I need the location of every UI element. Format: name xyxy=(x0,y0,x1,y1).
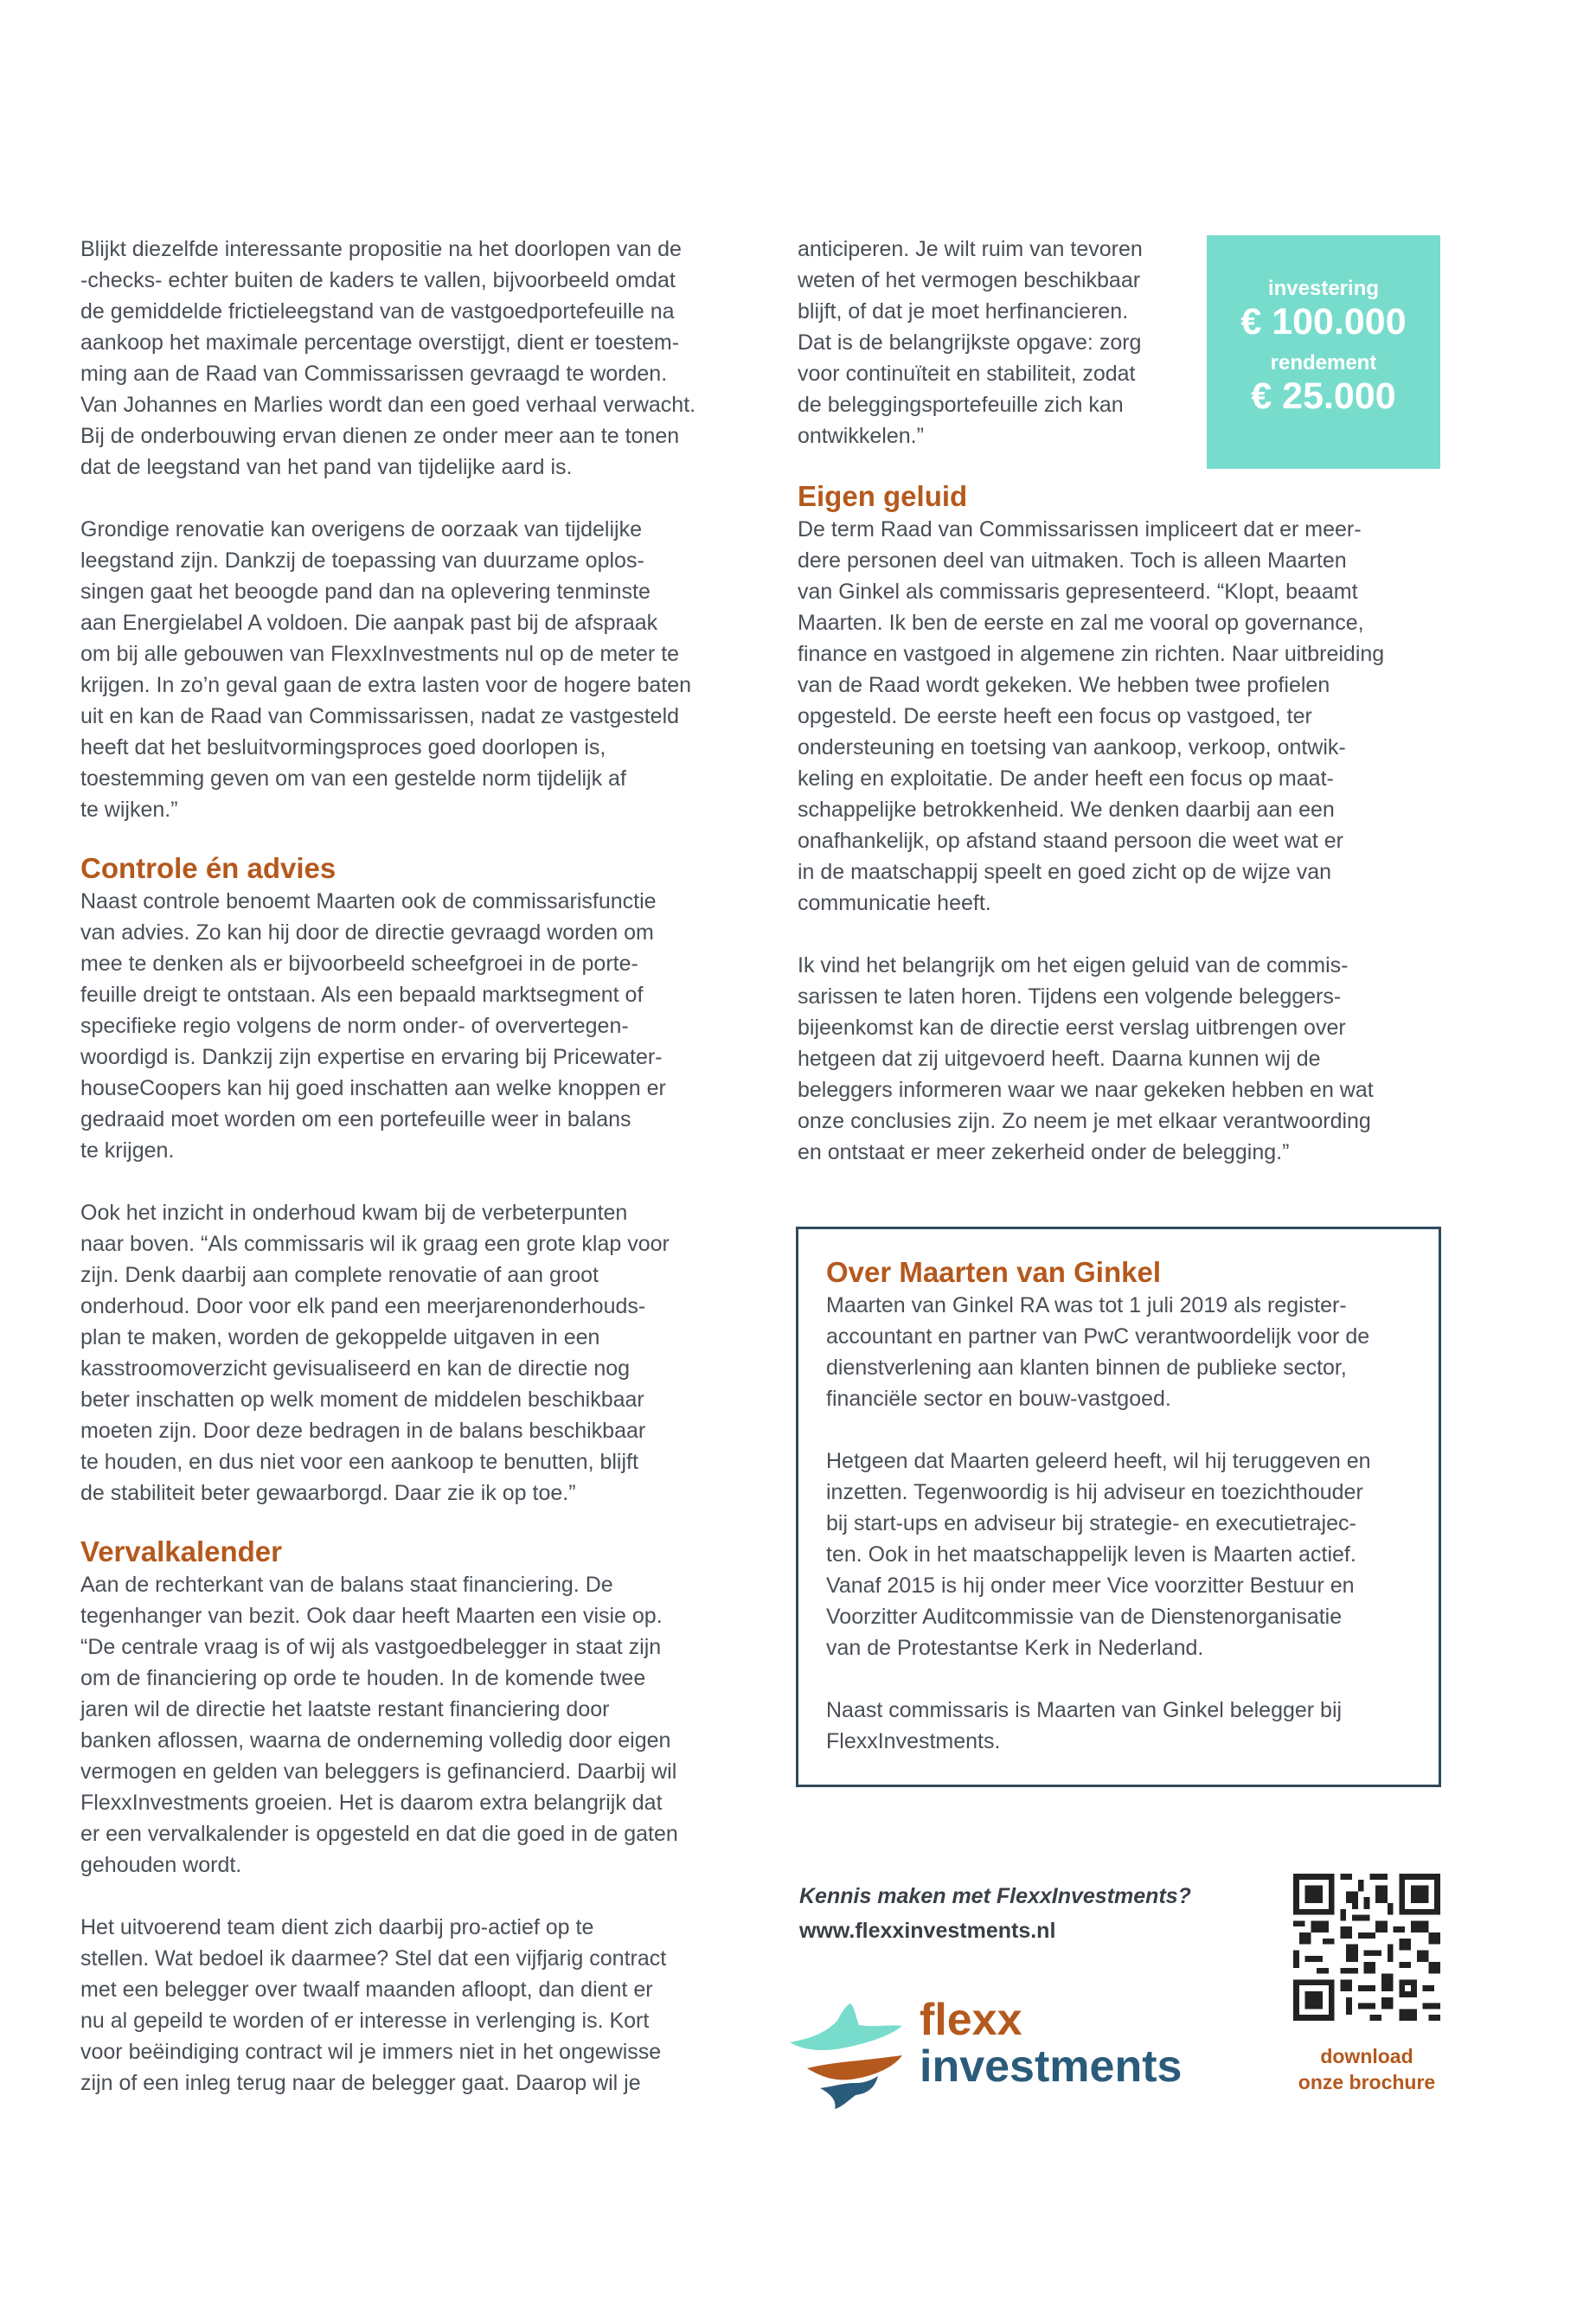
left-paragraph-2: Grondige renovatie kan overigens de oorzaak van tijdelijke leegstand zijn. Dankzij de toepassing van duurzame oplos- singen gaat het beoogde pand dan na oplevering tenminste aan Energielabel A voldoen. Die aanpak past bij de afspraak om bij alle gebouwen van FlexxInvestments nul op de meter te krijgen. In zo’n geval gaan de extra lasten voor de hogere baten uit en kan de Raad van Commissarissen, nadat ze vastgesteld heeft dat het besluitvormingsproces goed doorlopen is, toestemming geven om van een gestelde norm tijdelijk af te wijken.” xyxy=(80,517,692,822)
about-box xyxy=(796,1227,1441,1787)
right-column-top xyxy=(798,234,1187,452)
right-paragraph-1: De term Raad van Commissarissen impliceert dat er meer- dere personen deel van uitmaken. Toch is alleen Maarten van Ginkel als commissaris gepresenteerd. “Klopt, beaamt Maarten. Ik ben de eerste en zal me vooral op governance, finance en vastgoed in algemene zin richten. Naar uitbreiding van de Raad wordt gekeken. We hebben twee profielen opgesteld. De eerste heeft een focus op vastgoed, ter ondersteuning en toetsing van aankoop, verkoop, ontwik- keling en exploitatie. De ander heeft een focus op maat- schappelijke betrokkenheid. We denken daarbij aan een onafhankelijk, op afstand staand persoon die weet wat er in de maatschappij speelt en goed zicht op de wijze van communicatie heeft. xyxy=(798,517,1385,915)
download-brochure-label[interactable] xyxy=(1272,2043,1462,2095)
investment-box xyxy=(1207,235,1440,469)
website-link[interactable]: www.flexxinvestments.nl xyxy=(799,1919,1056,1943)
left-paragraph-5: Aan de rechterkant van de balans staat financiering. De tegenhanger van bezit. Ook daar heeft Maarten een visie op. “De centrale vraag is of wij als vastgoedbelegger in staat zijn om de financiering op orde te houden. In de komende twee jaren wil de directie het laatste restant financiering door banken aflossen, waarna de onderneming volledig door eigen vermogen en gelden van beleggers is gefinancierd. Daarbij wil FlexxInvestments groeien. Het is daarom extra belangrijk dat er een vervalkalender is opgesteld en dat die goed in de gaten gehouden wordt. xyxy=(80,1573,678,1877)
right-column xyxy=(798,479,1433,1168)
return-label: rendement xyxy=(1270,351,1377,375)
left-column xyxy=(80,234,755,2099)
flexx-logo-wordmark xyxy=(920,1997,1182,2090)
heading-controle-en-advies: Controle én advies xyxy=(80,852,337,884)
left-paragraph-1: Blijkt diezelfde interessante propositie na het doorlopen van de -checks- echter buiten de kaders te vallen, bijvoorbeeld omdat de gemiddelde frictieleegstand van de vastgoedportefeuille na aankoop het maximale percentage overstijgt, dient er toestem- ming aan de Raad van Commissarissen gevraagd te worden. Van Johannes en Marlies wordt dan een goed verhaal verwacht. Bij de onderbouwing ervan dienen ze onder meer aan te tonen dat de leegstand van het pand van tijdelijke aard is. xyxy=(80,237,696,479)
investment-amount: € 100.000 xyxy=(1240,301,1407,343)
logo-word-investments: investments xyxy=(920,2041,1183,2092)
cta-text: Kennis maken met FlexxInvestments? xyxy=(799,1884,1191,1908)
call-to-action xyxy=(799,1879,1191,1948)
about-title: Over Maarten van Ginkel xyxy=(826,1256,1161,1288)
investment-label: investering xyxy=(1267,277,1380,300)
heading-eigen-geluid: Eigen geluid xyxy=(798,480,968,512)
about-paragraph-3: Naast commissaris is Maarten van Ginkel belegger bij FlexxInvestments. xyxy=(826,1698,1343,1753)
left-paragraph-6: Het uitvoerend team dient zich daarbij pro-actief op te stellen. Wat bedoel ik daarmee? Stel dat een vijfjarig contract met een belegger over twaalf maanden afloopt, dan dient er nu al gepeild te worden of er interesse in verlenging is. Kort voor beëindiging contract wil je immers niet in het ongewisse zijn of een inleg terug naar de belegger gaat. Daarop wil je xyxy=(80,1915,667,2095)
about-paragraph-1: Maarten van Ginkel RA was tot 1 juli 2019 als register- accountant en partner van PwC verantwoordelijk voor de dienstverlening aan klanten binnen de publieke sector, financiële sector en bouw-vastgoed. xyxy=(826,1293,1370,1411)
right-paragraph-top: anticiperen. Je wilt ruim van tevoren weten of het vermogen beschikbaar blijft, of dat je moet herfinancieren. Dat is de belangrijkste opgave: zorg voor continuïteit en stabiliteit, zodat de beleggingsportefeuille zich kan ontwikkelen.” xyxy=(798,237,1143,448)
about-paragraph-2: Hetgeen dat Maarten geleerd heeft, wil hij teruggeven en inzetten. Tegenwoordig is hij adviseur en toezichthouder bij start-ups en adviseur bij strategie- en executietrajec- ten. Ook in het maatschappelijk leven is Maarten actief. Vanaf 2015 is hij onder meer Vice voorzitter Bestuur en Voorzitter Auditcommissie van de Dienstenorganisatie van de Protestantse Kerk in Nederland. xyxy=(826,1449,1371,1660)
right-paragraph-2: Ik vind het belangrijk om het eigen geluid van de commis- sarissen te laten horen. Tijdens een volgende beleggers- bijeenkomst kan de directie eerst verslag uitbrengen over hetgeen dat zij uitgevoerd heeft. Daarna kunnen wij de beleggers informeren waar we naar gekeken hebben en wat onze conclusies zijn. Zo neem je met elkaar verantwoording en ontstaat er meer zekerheid onder de belegging.” xyxy=(798,953,1374,1164)
return-amount: € 25.000 xyxy=(1251,375,1396,417)
left-paragraph-4: Ook het inzicht in onderhoud kwam bij de verbeterpunten naar boven. “Als commissaris wil ik graag een grote klap voor zijn. Denk daarbij aan complete renovatie of aan groot onderhoud. Door voor elk pand een meerjarenonderhouds- plan te maken, worden de gekoppelde uitgaven in een kasstroomoverzicht gevisualiseerd en kan de directie nog beter inschatten op welk moment de middelen beschikbaar moeten zijn. Door deze bedragen in de balans beschikbaar te houden, en dus niet voor een aankoop te benutten, blijft de stabiliteit beter gewaarborgd. Daar zie ik op toe.” xyxy=(80,1201,670,1505)
logo-word-flexx: flexx xyxy=(920,1995,1022,2045)
left-paragraph-3: Naast controle benoemt Maarten ook de commissarisfunctie van advies. Zo kan hij door de directie gevraagd worden om mee te denken als er bijvoorbeeld scheefgroei in de porte- feuille dreigt te ontstaan. Als een bepaald marktsegment of specifieke regio volgens de norm onder- of oververtegen- woordigd is. Dankzij zijn expertise en ervaring bij Pricewater- houseCoopers kan hij goed inschatten aan welke knoppen er gedraaid moet worden om een portefeuille weer in balans te krijgen. xyxy=(80,889,666,1163)
qr-code-icon[interactable] xyxy=(1293,1874,1440,2021)
heading-vervalkalender: Vervalkalender xyxy=(80,1535,282,1567)
download-line-2: onze brochure xyxy=(1298,2071,1436,2093)
download-line-1: download xyxy=(1320,2045,1413,2067)
